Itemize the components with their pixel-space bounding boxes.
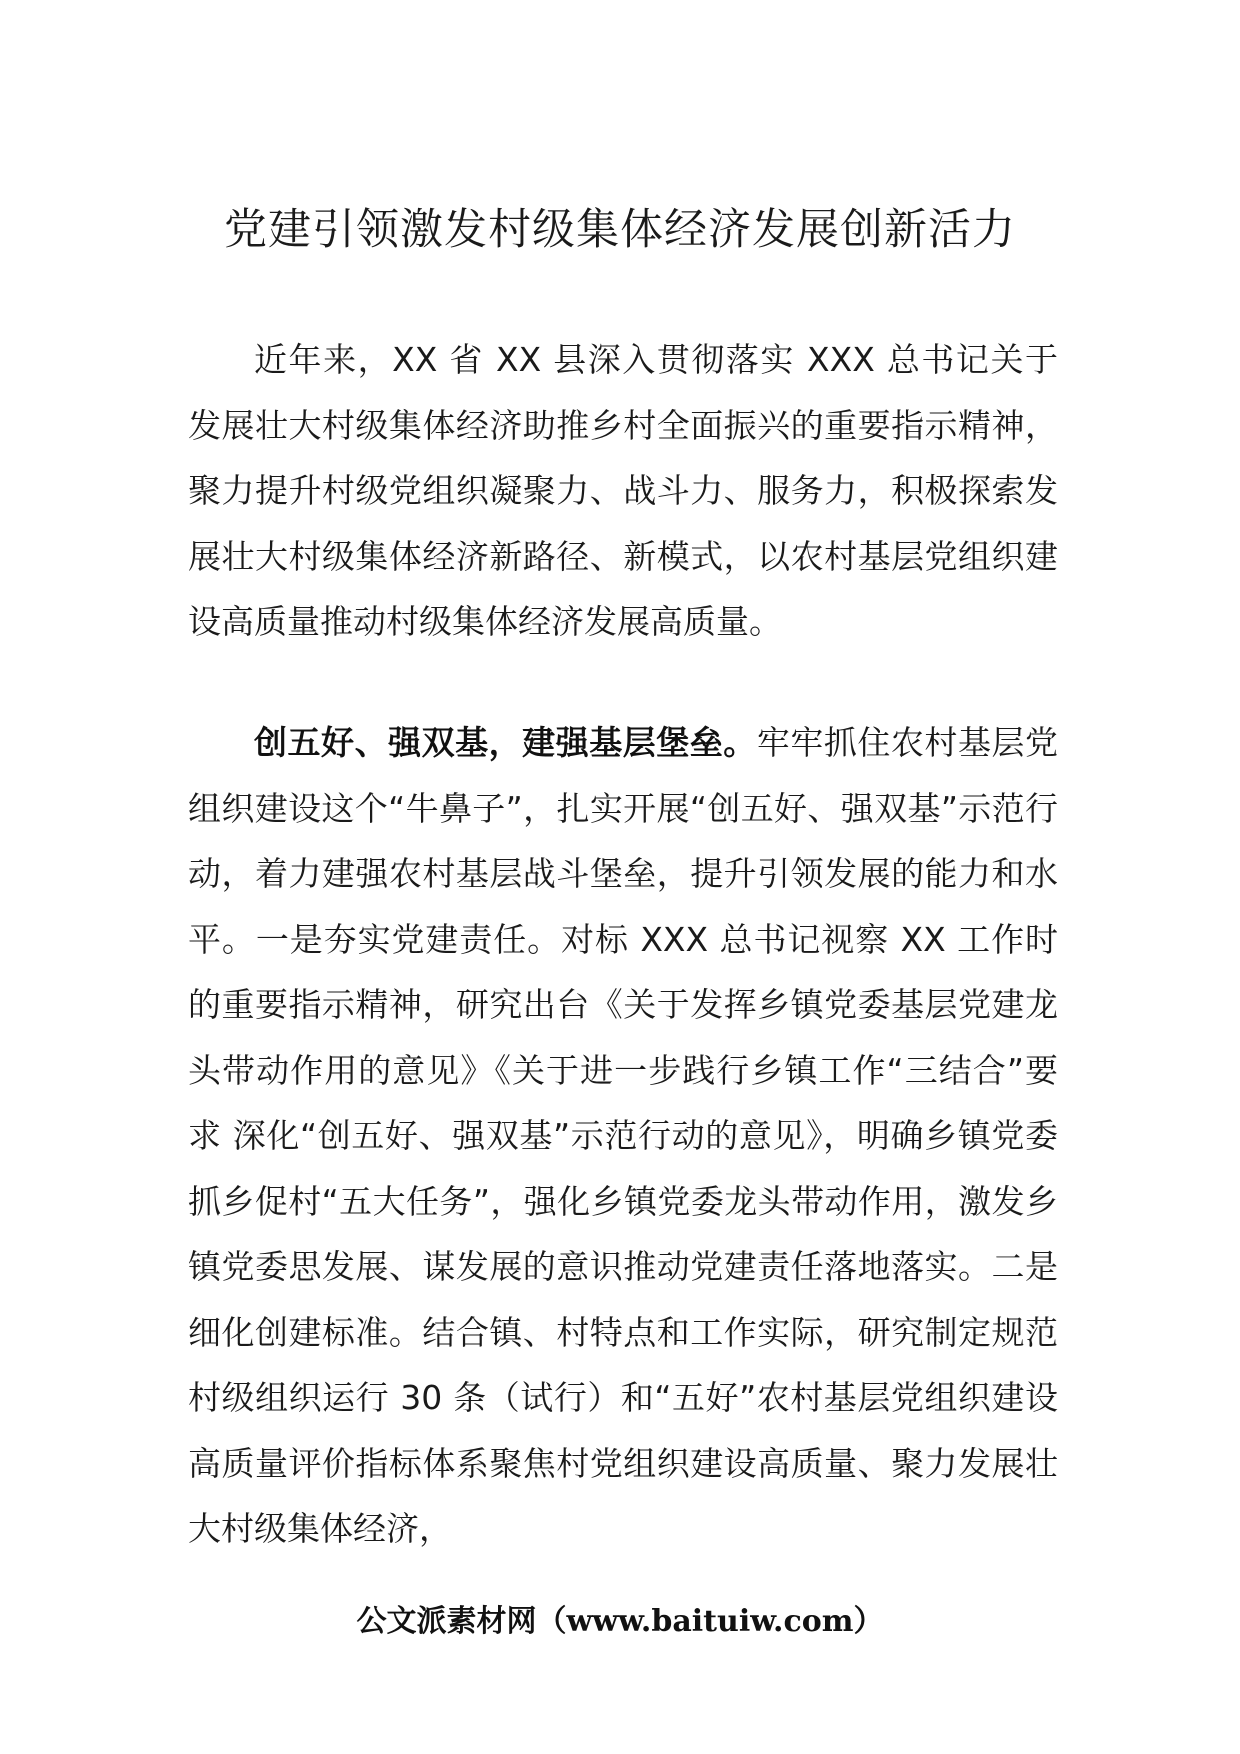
footer-source-watermark: 公文派素材网（www.baituiw.com） — [356, 1604, 884, 1639]
document-title: 党建引领激发村级集体经济发展创新活力 — [224, 205, 1016, 255]
paragraph-intro — [188, 327, 1058, 655]
paragraph-section-one — [188, 710, 1058, 1562]
paragraph-intro-text: 近年来，XX 省 XX 县深入贯彻落实 XXX 总书记关于发展壮大村级集体经济助推乡村全面振兴的重要指示精神，聚力提升村级党组织凝聚力、战斗力、服务力，积极探索发展壮大村级集体经济新路径、新模式，以农村基层党组织建设高质量推动村级集体经济发展高质量。 — [188, 340, 1058, 641]
section-heading-lead: 创五好、强双基，建强基层堡垒。 — [254, 723, 757, 762]
paragraph-section-one-text: 牢牢抓住农村基层党组织建设这个“牛鼻子”，扎实开展“创五好、强双基”示范行动，着力建强农村基层战斗堡垒，提升引领发展的能力和水平。一是夯实党建责任。对标 XXX 总书记视察 XX 工作时的重要指示精神，研究出台《关于发挥乡镇党委基层党建龙头带动作用的意见》《关于进一步践行乡镇工作“三结合”要求 深化“创五好、强双基”示范行动的意见》，明确乡镇党委抓乡促村“五大任务”，强化乡镇党委龙头带动作用，激发乡镇党委思发展、谋发展的意识推动党建责任落地落实。二是细化创建标准。结合镇、村特点和工作实际，研究制定规范村级组织运行 30 条（试行）和“五好”农村基层党组织建设高质量评价指标体系聚焦村党组织建设高质量、聚力发展壮大村级集体经济， — [188, 723, 1059, 1548]
